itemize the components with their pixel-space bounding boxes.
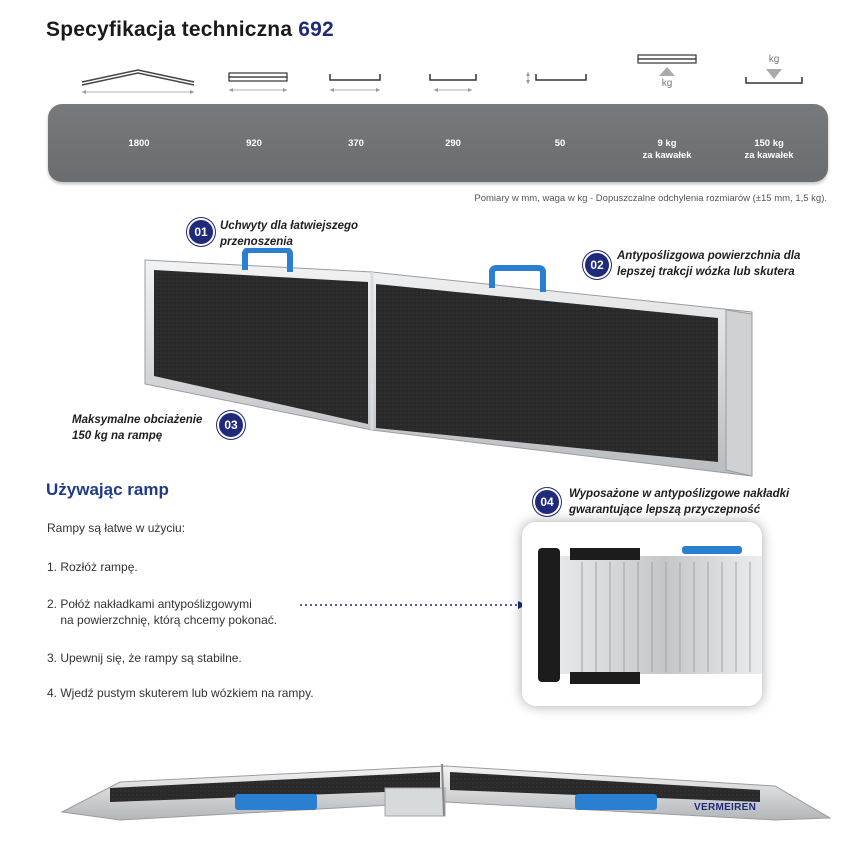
- spec-inner-width: 290: [445, 138, 461, 149]
- spec-weight: 9 kg za kawałek: [642, 138, 692, 161]
- usage-step-4: 4. Wjedź pustym skuterem lub wózkiem na rampy.: [47, 686, 314, 700]
- feature-02-text: Antypoślizgowa powierzchnia dla lepszej trakcji wózka lub skutera: [617, 250, 801, 278]
- edge-height-icon: [524, 60, 588, 100]
- usage-step-2-cont: na powierzchnię, którą chcemy pokonać.: [47, 613, 278, 627]
- brand-logo: VERMEIREN: [694, 802, 757, 813]
- usage-title: Używając ramp: [46, 480, 169, 499]
- feature-badge-04: 04: [535, 490, 559, 514]
- usage-intro: Rampy są łatwe w użyciu:: [47, 521, 186, 535]
- feature-04-text: Wyposażone w antypoślizgowe nakładki gwarantujące lepszą przyczepność: [569, 488, 790, 516]
- usage-step-2: 2. Połóż nakładkami antypoślizgowymi: [47, 597, 252, 611]
- inner-width-icon: [428, 60, 478, 100]
- title-text: Specyfikacja techniczna: [46, 18, 293, 41]
- usage-step-3: 3. Upewnij się, że rampy są stabilne.: [47, 651, 242, 665]
- open-width-icon: [328, 60, 382, 100]
- ramp-width-icon: [228, 60, 288, 100]
- spec-open-width: 370: [348, 138, 364, 149]
- spec-length: 1800: [128, 138, 150, 149]
- weight-kg-label: kg: [661, 78, 673, 89]
- spec-edge-height: 50: [554, 138, 566, 149]
- page-title: [46, 18, 334, 42]
- ramp-product-image: [140, 248, 760, 480]
- feature-badge-01: 01: [189, 220, 213, 244]
- feature-01-text: Uchwyty dla łatwiejszego przenoszenia: [220, 220, 359, 248]
- load-kg-label: kg: [768, 54, 780, 65]
- spec-max-load: 150 kg za kawałek: [744, 138, 794, 161]
- ramp-length-icon: [80, 60, 196, 100]
- feature-badge-03: 03: [219, 413, 243, 437]
- dotted-connector-arrow: [298, 599, 528, 611]
- measurement-note: Pomiary w mm, waga w kg - Dopuszczalne odchylenia rozmiarów (±15 mm, 1,5 kg).: [474, 193, 827, 204]
- weight-icon: [636, 52, 698, 100]
- usage-step-1: 1. Rozłóż rampę.: [47, 560, 138, 574]
- spec-width: 920: [246, 138, 262, 149]
- feature-03-text: Maksymalne obciażenie 150 kg na rampę: [72, 414, 203, 442]
- max-load-icon: [744, 54, 804, 100]
- ramp-unfolded-image: [60, 762, 835, 824]
- anti-slip-closeup: [522, 522, 762, 706]
- feature-badge-02: 02: [585, 253, 609, 277]
- model-number: 692: [298, 18, 334, 41]
